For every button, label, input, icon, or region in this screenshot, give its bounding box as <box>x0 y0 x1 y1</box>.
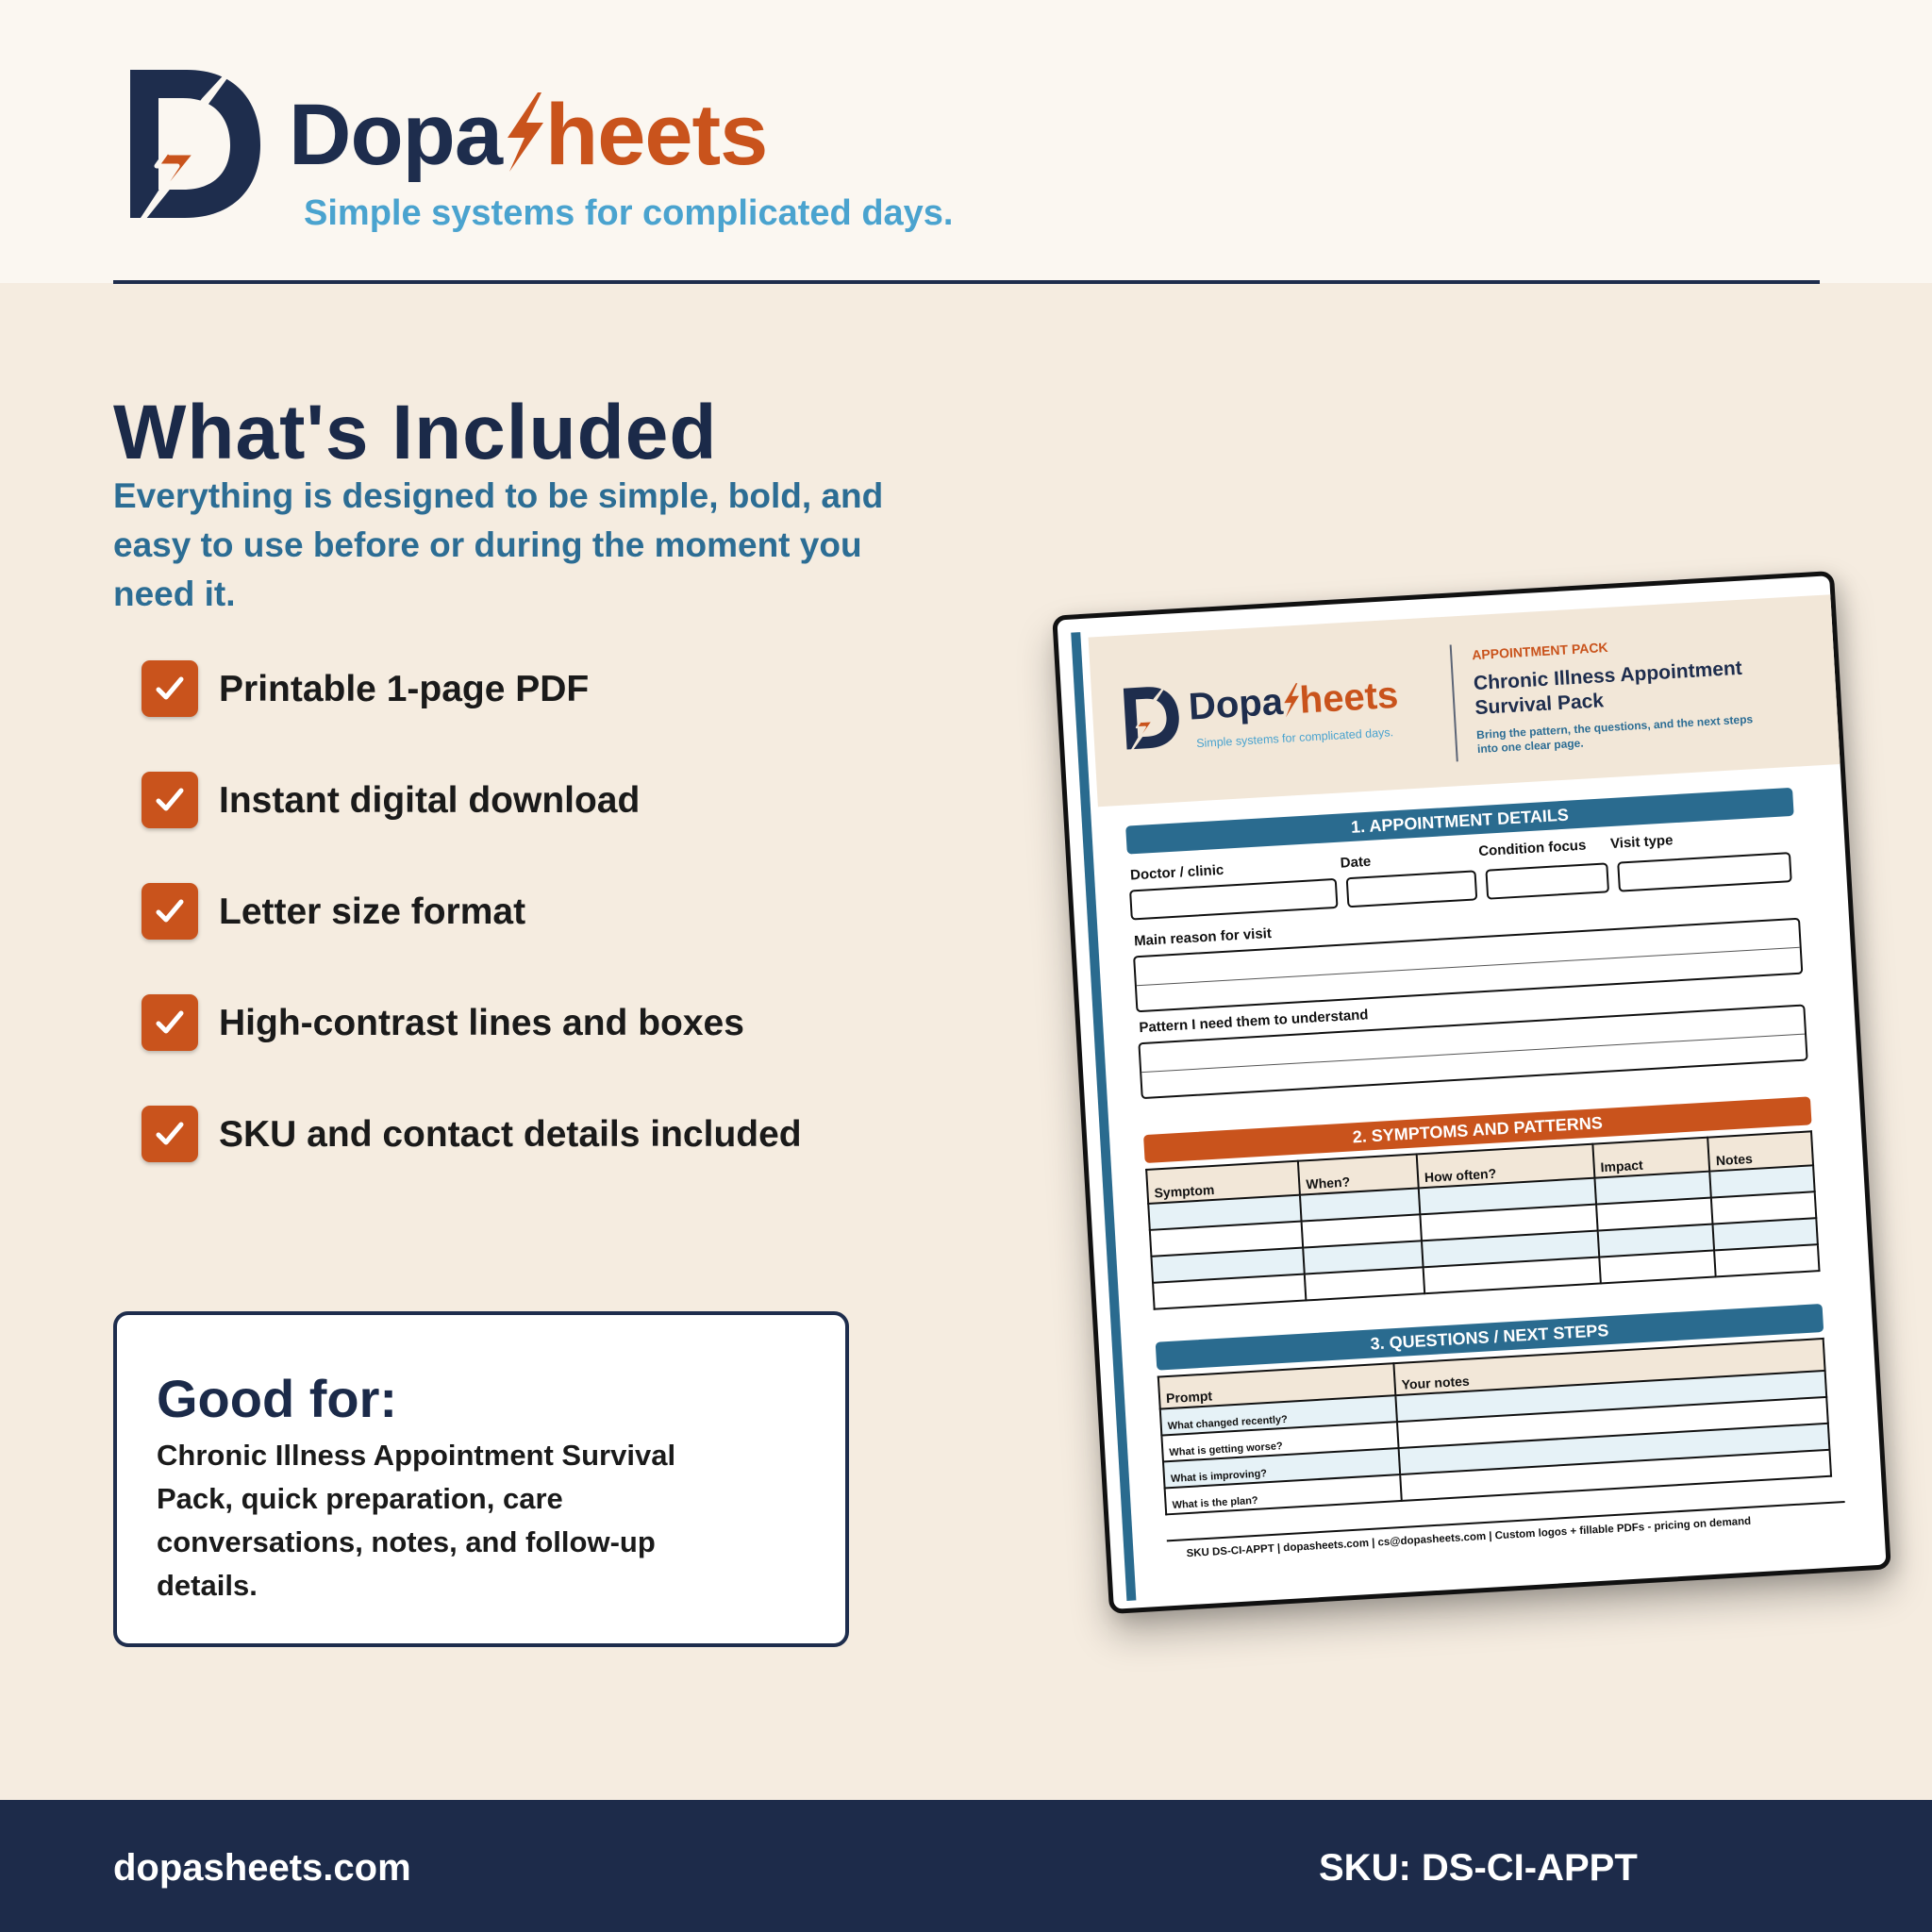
section-appointment-details-bar: 1. APPOINTMENT DETAILS <box>1125 788 1794 855</box>
worksheet-preview <box>1052 571 1891 1614</box>
sheet-header <box>1089 594 1842 807</box>
page-subtitle: Everything is designed to be simple, bold, and easy to use before or during the moment you need it. <box>113 476 884 613</box>
feature-label: Letter size format <box>219 891 526 932</box>
feature-item <box>142 883 858 940</box>
table-header: Notes <box>1708 1131 1814 1171</box>
feature-item <box>142 1106 858 1162</box>
brand-name <box>289 87 768 183</box>
checkmark-icon <box>142 883 198 940</box>
brand-tagline: Simple systems for complicated days. <box>304 193 954 233</box>
page-title: What's Included <box>113 390 718 475</box>
sheet-brand-name <box>1188 675 1400 729</box>
field-label: Main reason for visit <box>1133 924 1273 950</box>
sheet-brand-part1: Dopa <box>1187 680 1285 728</box>
brand-name-part2: heets <box>545 87 768 183</box>
footer-sku: SKU: DS-CI-APPT <box>1319 1847 1638 1889</box>
sheet-description: Bring the pattern, the questions, and the next steps into one clear page. <box>1475 712 1754 757</box>
dopasheets-logo-icon <box>121 62 262 223</box>
doctor-clinic-field[interactable] <box>1129 878 1338 921</box>
feature-label: Instant digital download <box>219 780 641 821</box>
header <box>0 0 1932 283</box>
condition-focus-field[interactable] <box>1485 862 1609 899</box>
footer-website[interactable]: dopasheets.com <box>113 1847 411 1889</box>
feature-item <box>142 660 858 717</box>
prompt-cell: What is the plan? <box>1165 1474 1402 1514</box>
table-header: Symptom <box>1146 1161 1300 1204</box>
feature-label: SKU and contact details included <box>219 1114 802 1155</box>
prompt-cell: What changed recently? <box>1160 1395 1397 1435</box>
field-label: Visit type <box>1609 832 1674 853</box>
brand-name-part1: Dopa <box>289 87 502 183</box>
footer <box>0 1800 1932 1932</box>
table-header: How often? <box>1417 1144 1595 1189</box>
feature-label: Printable 1-page PDF <box>219 669 590 709</box>
checkmark-icon <box>142 994 198 1051</box>
header-divider <box>113 280 1820 284</box>
feature-label: High-contrast lines and boxes <box>219 1003 744 1043</box>
field-label: Date <box>1340 853 1372 872</box>
dopasheets-logo-icon <box>1120 681 1182 752</box>
sheet-kicker: APPOINTMENT PACK <box>1471 639 1608 663</box>
sheet-footer: SKU DS-CI-APPT | dopasheets.com | cs@dopasheets.com | Custom logos + fillable PDFs - pricing on demand <box>1186 1515 1752 1560</box>
sheet-header-divider <box>1450 644 1458 761</box>
checkmark-icon <box>142 1106 198 1162</box>
field-label: Pattern I need them to understand <box>1138 1007 1369 1037</box>
symptoms-table <box>1145 1130 1820 1310</box>
table-header: When? <box>1298 1154 1419 1194</box>
checkmark-icon <box>142 772 198 828</box>
feature-item <box>142 772 858 828</box>
checkmark-icon <box>142 660 198 717</box>
good-for-text: Chronic Illness Appointment Survival Pack, quick preparation, care conversations, notes, and follow-up details. <box>157 1439 676 1602</box>
table-header: Impact <box>1592 1138 1709 1178</box>
section-questions-bar: 3. QUESTIONS / NEXT STEPS <box>1156 1304 1824 1371</box>
good-for-title: Good for: <box>157 1369 398 1428</box>
field-label: Doctor / clinic <box>1129 861 1224 884</box>
prompt-cell: What is improving? <box>1163 1448 1400 1488</box>
sheet-title: Chronic Illness Appointment Survival Pack <box>1473 657 1743 720</box>
table-header: Prompt <box>1158 1363 1396 1408</box>
sheet-tagline: Simple systems for complicated days. <box>1195 725 1394 751</box>
section-symptoms-bar: 2. SYMPTOMS AND PATTERNS <box>1143 1096 1812 1163</box>
visit-type-field[interactable] <box>1617 852 1792 892</box>
prompt-cell: What is getting worse? <box>1161 1422 1398 1461</box>
lightning-bolt-icon <box>500 91 549 174</box>
good-for-card <box>113 1311 849 1647</box>
feature-item <box>142 994 858 1051</box>
field-label: Condition focus <box>1477 837 1587 860</box>
sheet-brand-part2: heets <box>1298 674 1400 722</box>
table-header: Your notes <box>1393 1339 1824 1395</box>
date-field[interactable] <box>1346 870 1478 908</box>
